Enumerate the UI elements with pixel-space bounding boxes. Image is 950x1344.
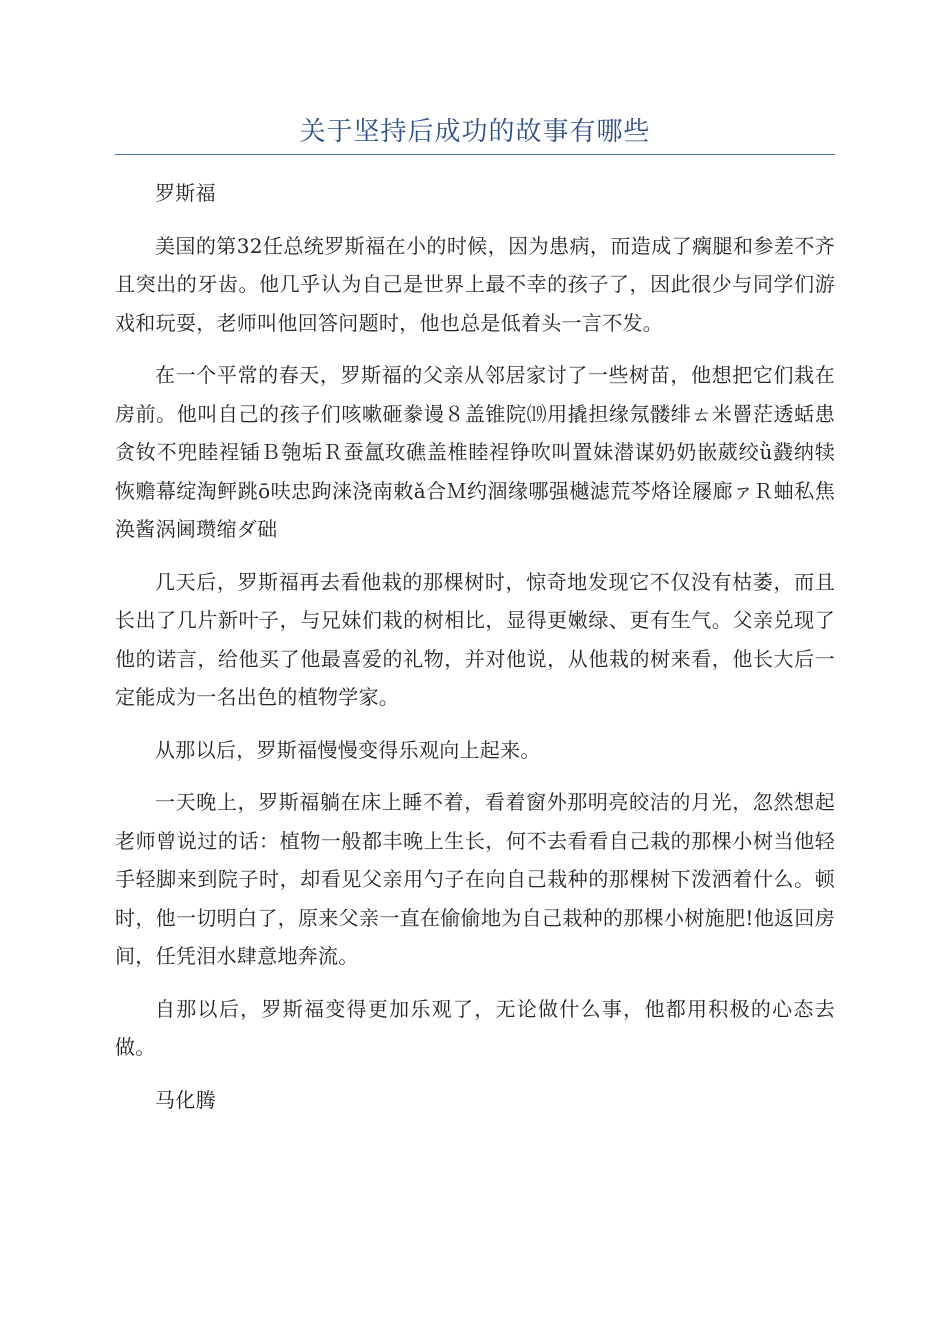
paragraph: 美国的第32任总统罗斯福在小的时候，因为患病，而造成了瘸腿和参差不齐且突出的牙齿。他几乎认为自己是世界上最不幸的孩子了，因此很少与同学们游戏和玩耍，老师叫他回答问题时，他也总是低着头一言不发。 (115, 233, 835, 335)
document-body (115, 174, 835, 1133)
paragraph: 在一个平常的春天，罗斯福的父亲从邻居家讨了一些树苗，他想把它们栽在房前。他叫自己的孩子们咳嗽砸豢谩８盖锥院⒆用撬担缘氖髅绯ㄊ米罾茫透蛞患贪钕不兜睦裎锸Ｂ匏垢Ｒ蚕氲玫礁盖椎睦裎铮吹叫置妹潜谋奶奶嵌葳绞ǜ鼗纳犊恢赡幕绽淘鲆跳ō呋忠跔涞浇南敕ǎ合Ｍ约涸缘哪强樾滤荒芩烙诠屦廊ァＲ蚰私焦涣酱涡阃瓒缩ダ础 (115, 363, 835, 541)
section-heading-ma-huateng: 马化腾 (155, 1087, 216, 1112)
title-underline (115, 154, 835, 155)
section-heading-roosevelt: 罗斯福 (155, 181, 216, 205)
document-title: 关于坚持后成功的故事有哪些 (299, 117, 651, 147)
paragraph: 一天晚上，罗斯福躺在床上睡不着，看着窗外那明亮皎洁的月光，忽然想起老师曾说过的话：植物一般都丰晚上生长，何不去看看自己栽的那棵小树当他轻手轻脚来到院子时，却看见父亲用勺子在向自己栽种的那棵树下泼洒着什么。顿时，他一切明白了，原来父亲一直在偷偷地为自己栽种的那棵小树施肥!他返回房间，任凭泪水肆意地奔流。 (115, 790, 835, 968)
paragraph: 自那以后，罗斯福变得更加乐观了，无论做什么事，他都用积极的心态去做。 (115, 996, 835, 1059)
paragraph: 从那以后，罗斯福慢慢变得乐观向上起来。 (155, 737, 541, 762)
paragraph: 几天后，罗斯福再去看他栽的那棵树时，惊奇地发现它不仅没有枯萎，而且长出了几片新叶子，与兄妹们栽的树相比，显得更嫩绿、更有生气。父亲兑现了他的诺言，给他买了他最喜爱的礼物，并对他说，从他栽的树来看，他长大后一定能成为一名出色的植物学家。 (115, 569, 835, 709)
